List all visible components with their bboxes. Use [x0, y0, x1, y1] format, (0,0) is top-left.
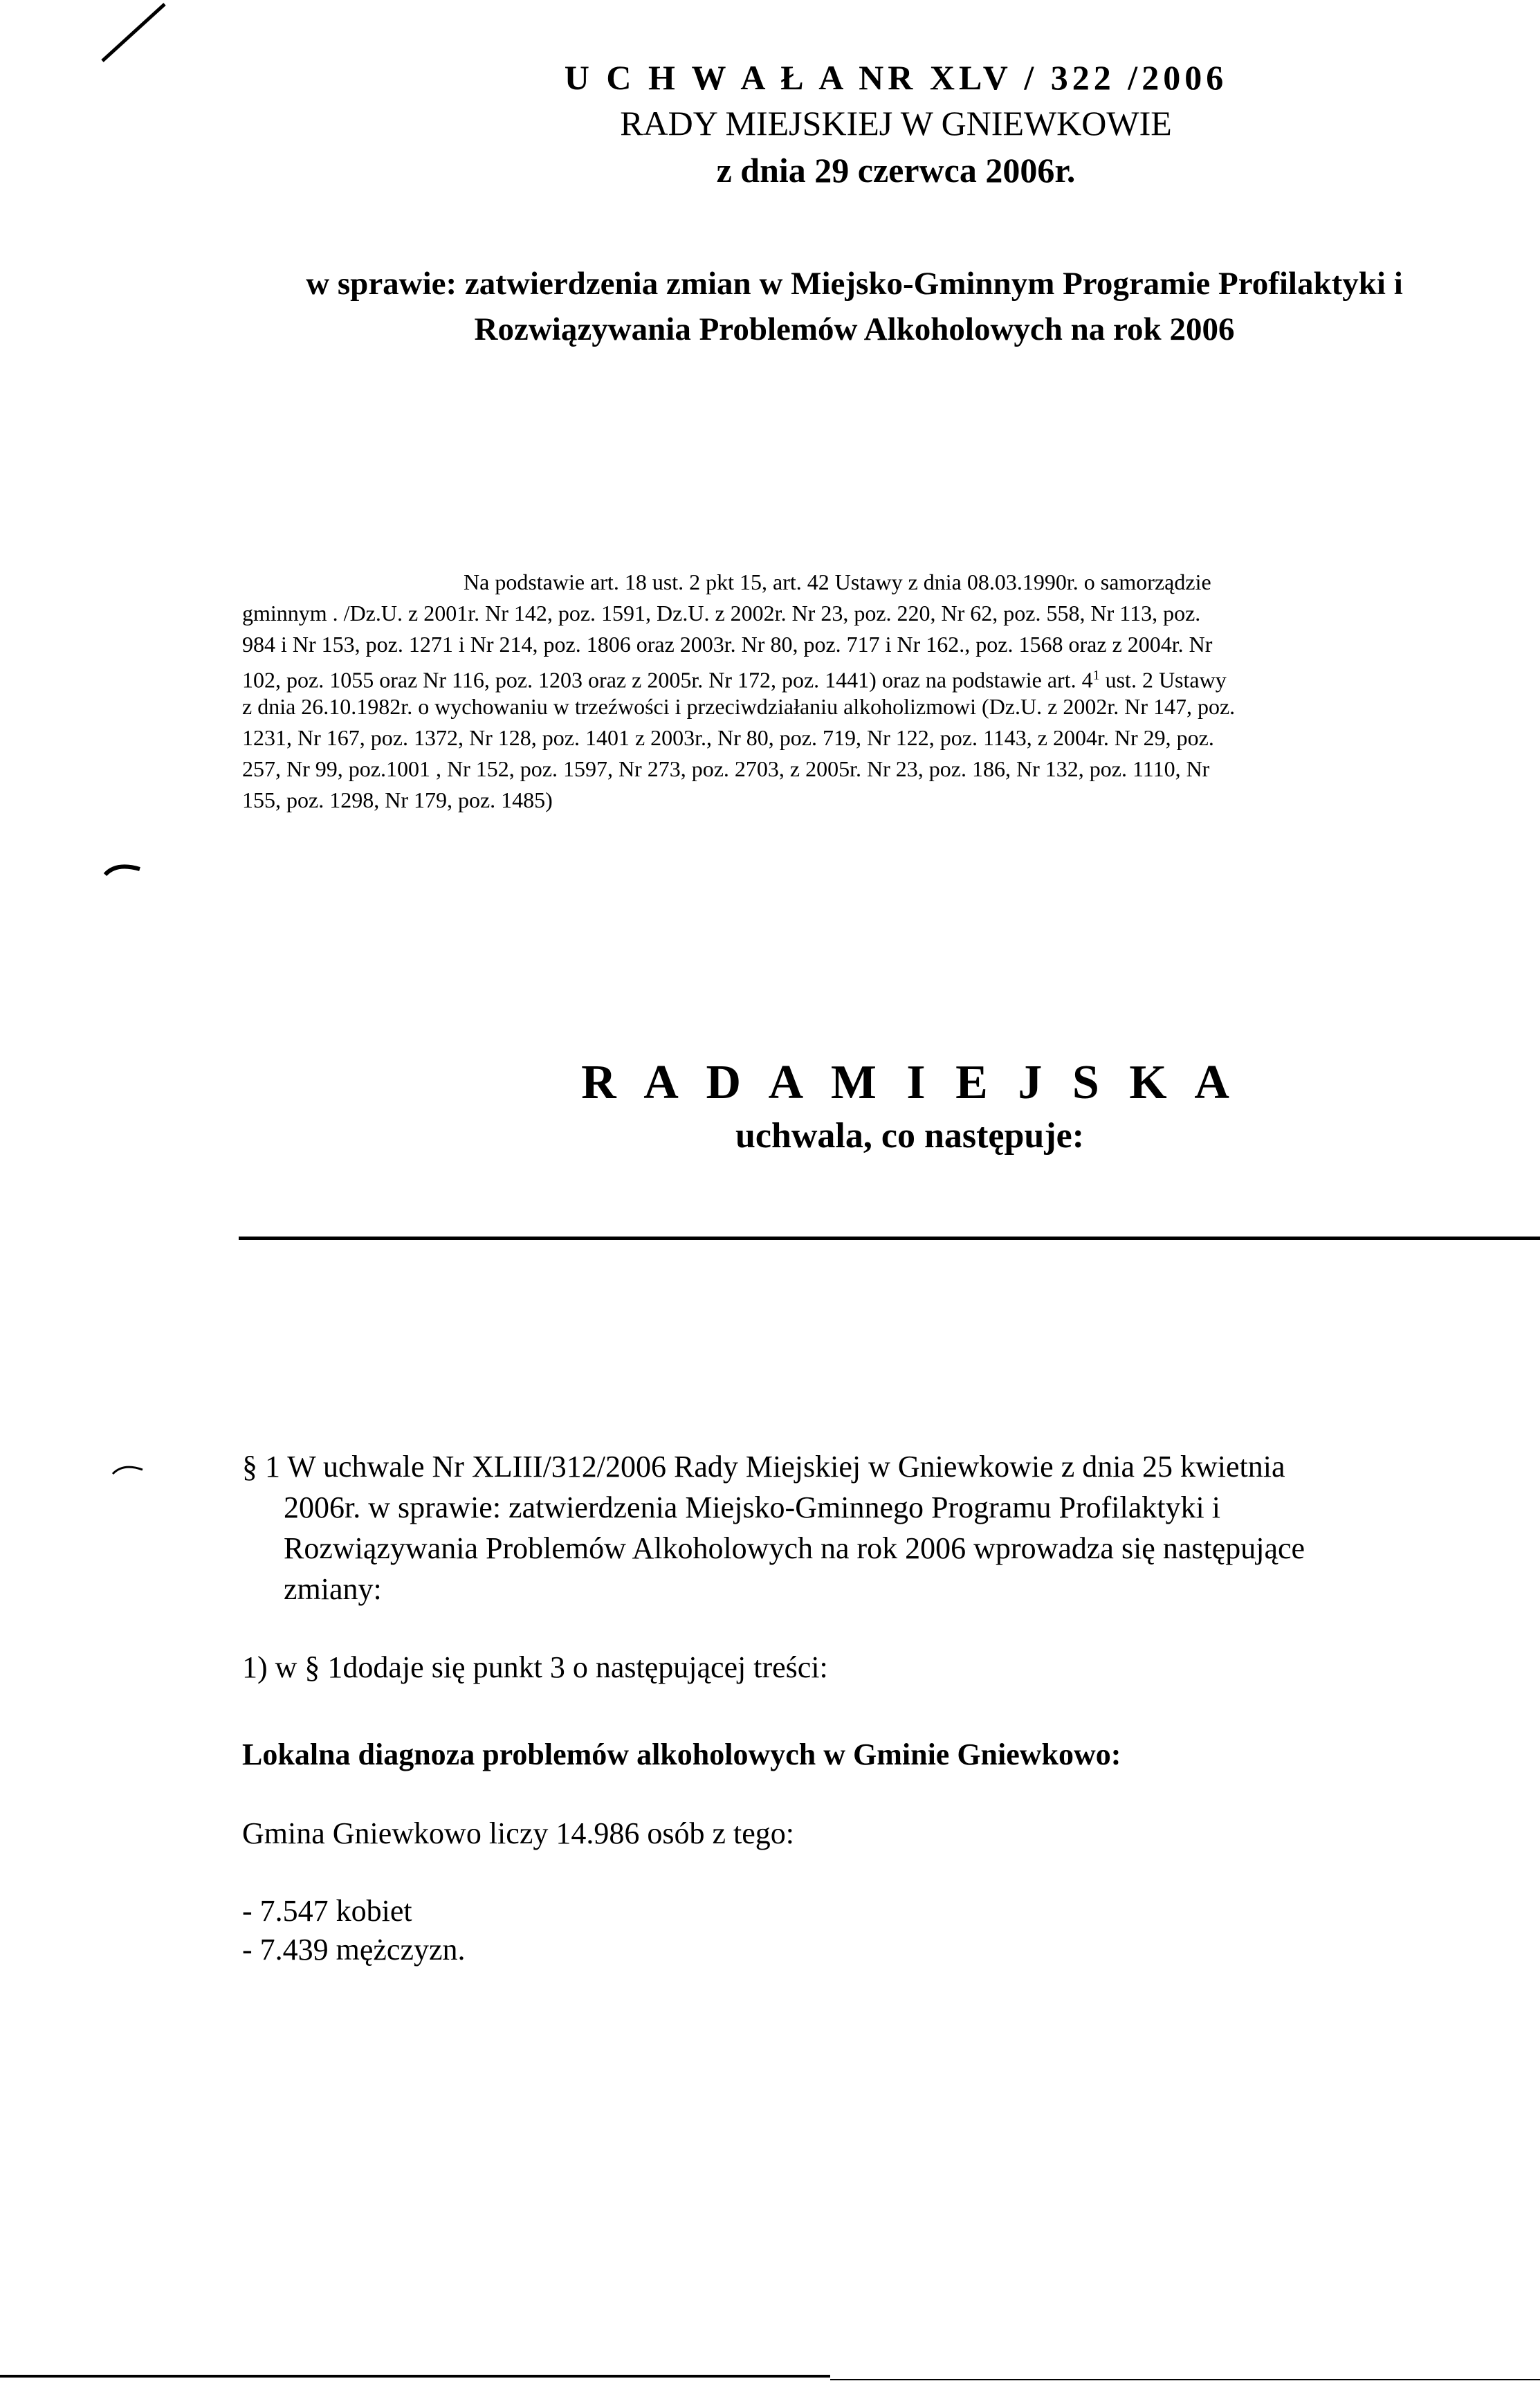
scan-mark-left-middle — [102, 858, 144, 879]
legal-basis-line-3: 984 i Nr 153, poz. 1271 i Nr 214, poz. 1806 oraz 2003r. Nr 80, poz. 717 i Nr 162., poz. 1568 oraz z 2004r. Nr — [242, 632, 1213, 657]
population-women: - 7.547 kobiet — [242, 1894, 412, 1928]
council-title: R A D A M I E J S K A — [581, 1056, 1238, 1109]
paragraph-1-line-2: 2006r. w sprawie: zatwierdzenia Miejsko-Gminnego Programu Profilaktyki i — [284, 1490, 1220, 1524]
legal-basis-line-5: z dnia 26.10.1982r. o wychowaniu w trzeźwości i przeciwdziałaniu alkoholizmowi (Dz.U. z 2002r. Nr 147, poz. — [242, 694, 1236, 719]
separator-rule — [239, 1237, 1540, 1240]
item-1: 1) w § 1dodaje się punkt 3 o następującej treści: — [242, 1650, 828, 1684]
legal-basis-line-8: 155, poz. 1298, Nr 179, poz. 1485) — [242, 787, 553, 812]
bottom-edge-line — [0, 2375, 830, 2378]
diagnosis-heading: Lokalna diagnoza problemów alkoholowych w Gminie Gniewkowo: — [242, 1737, 1121, 1771]
subject-line-1: w sprawie: zatwierdzenia zmian w Miejsko-Gminnym Programie Profilaktyki i — [306, 266, 1403, 302]
scan-mark-top-left — [97, 0, 173, 69]
council-subtitle: uchwala, co następuje: — [735, 1116, 1085, 1156]
population-total: Gmina Gniewkowo liczy 14.986 osób z tego: — [242, 1816, 794, 1850]
resolution-date: z dnia 29 czerwca 2006r. — [716, 151, 1076, 190]
paragraph-1-line-1: § 1 W uchwale Nr XLIII/312/2006 Rady Miejskiej w Gniewkowie z dnia 25 kwietnia — [242, 1450, 1285, 1484]
scan-mark-left-lower — [111, 1460, 145, 1477]
legal-basis-line-6: 1231, Nr 167, poz. 1372, Nr 128, poz. 1401 z 2003r., Nr 80, poz. 719, Nr 122, poz. 1143, z 2004r. Nr 29, poz. — [242, 725, 1214, 750]
legal-basis-line-1: Na podstawie art. 18 ust. 2 pkt 15, art. 42 Ustawy z dnia 08.03.1990r. o samorządzie — [464, 569, 1211, 594]
legal-basis-line-2: gminnym . /Dz.U. z 2001r. Nr 142, poz. 1591, Dz.U. z 2002r. Nr 23, poz. 220, Nr 62, poz. 558, Nr 113, poz. — [242, 601, 1201, 626]
bottom-edge-line-thin — [830, 2379, 1540, 2380]
paragraph-1-line-3: Rozwiązywania Problemów Alkoholowych na rok 2006 wprowadza się następujące — [284, 1531, 1305, 1565]
population-men: - 7.439 mężczyzn. — [242, 1933, 466, 1967]
paragraph-1-line-4: zmiany: — [284, 1572, 382, 1606]
resolution-number: U C H W A Ł A NR XLV / 322 /2006 — [564, 58, 1228, 97]
council-name: RADY MIEJSKIEJ W GNIEWKOWIE — [620, 104, 1172, 143]
legal-basis-line-4: 102, poz. 1055 oraz Nr 116, poz. 1203 oraz z 2005r. Nr 172, poz. 1441) oraz na podstawie art. $4^1$ ust. 2 Ustawy — [242, 667, 1227, 693]
subject-line-2: Rozwiązywania Problemów Alkoholowych na rok 2006 — [474, 311, 1235, 347]
legal-basis-line-7: 257, Nr 99, poz.1001 , Nr 152, poz. 1597, Nr 273, poz. 2703, z 2005r. Nr 23, poz. 186, Nr 132, poz. 1110, Nr — [242, 756, 1210, 781]
